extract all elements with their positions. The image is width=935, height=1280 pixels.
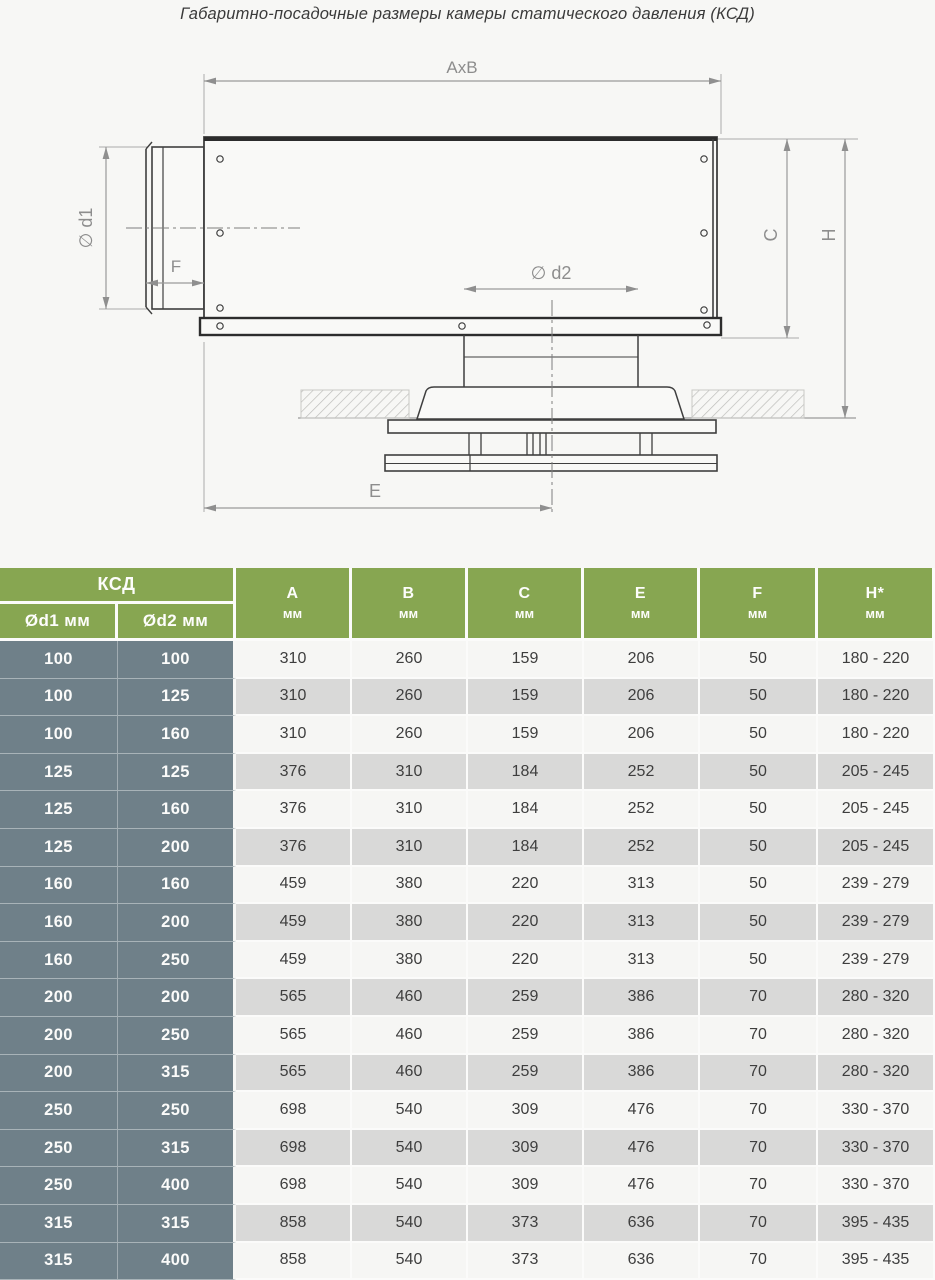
dimension-cell: 70 xyxy=(700,1092,818,1130)
diameter-cell: 315 xyxy=(118,1205,236,1243)
dimension-cell: 50 xyxy=(700,641,818,679)
diameter-cell: 250 xyxy=(118,1092,236,1130)
table-row xyxy=(0,679,935,717)
diameter-cell: 100 xyxy=(0,679,118,717)
dimension-cell: 858 xyxy=(236,1243,352,1280)
dimension-cell: 239 - 279 xyxy=(818,942,935,980)
dimension-cell: 50 xyxy=(700,867,818,905)
dimension-cell: 159 xyxy=(468,679,584,717)
dimension-cell: 373 xyxy=(468,1205,584,1243)
dimension-cell: 70 xyxy=(700,1130,818,1168)
label-e: E xyxy=(368,481,382,501)
table-row xyxy=(0,867,935,905)
chamber-body xyxy=(204,137,717,318)
dimension-cell: 259 xyxy=(468,1055,584,1093)
diffuser-dome xyxy=(417,387,684,419)
dimension-cell: 698 xyxy=(236,1130,352,1168)
column-header-d2: Ød2 мм xyxy=(118,604,236,641)
dimension-cell: 460 xyxy=(352,1055,468,1093)
table-row xyxy=(0,829,935,867)
dimension-cell: 858 xyxy=(236,1205,352,1243)
diameter-cell: 315 xyxy=(0,1243,118,1280)
table-row xyxy=(0,1205,935,1243)
dimension-cell: 280 - 320 xyxy=(818,979,935,1017)
label-d1: ∅ d1 xyxy=(76,207,96,249)
dimension-cell: 376 xyxy=(236,791,352,829)
diameter-cell: 200 xyxy=(118,979,236,1017)
dimension-cell: 330 - 370 xyxy=(818,1130,935,1168)
dimension-cell: 70 xyxy=(700,1017,818,1055)
dimension-cell: 50 xyxy=(700,904,818,942)
table-row xyxy=(0,904,935,942)
diameter-cell: 100 xyxy=(0,716,118,754)
table-group-header: КСД xyxy=(0,568,236,604)
dimension-cell: 280 - 320 xyxy=(818,1055,935,1093)
diameter-cell: 160 xyxy=(118,716,236,754)
outlet-collar xyxy=(464,335,638,387)
diameter-cell: 125 xyxy=(118,679,236,717)
diffuser-assembly xyxy=(385,335,717,471)
diameter-cell: 250 xyxy=(118,1017,236,1055)
dimension-cell: 540 xyxy=(352,1243,468,1280)
ceiling-hatch-right xyxy=(692,390,804,418)
dimension-cell: 70 xyxy=(700,1205,818,1243)
dimension-cell: 50 xyxy=(700,829,818,867)
dimension-cell: 239 - 279 xyxy=(818,867,935,905)
label-h: H xyxy=(819,228,839,242)
table-row xyxy=(0,979,935,1017)
diameter-cell: 160 xyxy=(0,904,118,942)
plenum-box xyxy=(146,137,721,335)
dimension-cell: 70 xyxy=(700,979,818,1017)
dimension-cell: 252 xyxy=(584,754,700,792)
diameter-cell: 200 xyxy=(118,829,236,867)
column-header-e: E мм xyxy=(584,568,700,641)
label-c: C xyxy=(761,228,781,242)
dimension-cell: 239 - 279 xyxy=(818,904,935,942)
dimension-cell: 259 xyxy=(468,979,584,1017)
dimension-cell: 330 - 370 xyxy=(818,1092,935,1130)
dimension-cell: 395 - 435 xyxy=(818,1243,935,1280)
diameter-cell: 200 xyxy=(0,979,118,1017)
diameter-cell: 315 xyxy=(0,1205,118,1243)
table-row xyxy=(0,1017,935,1055)
column-header-c: C мм xyxy=(468,568,584,641)
table-row xyxy=(0,1130,935,1168)
dimension-cell: 476 xyxy=(584,1092,700,1130)
diameter-cell: 100 xyxy=(0,641,118,679)
dimension-cell: 565 xyxy=(236,979,352,1017)
dimensions-table xyxy=(0,568,935,1280)
dimension-cell: 206 xyxy=(584,679,700,717)
diameter-cell: 125 xyxy=(0,754,118,792)
dimension-cell: 309 xyxy=(468,1092,584,1130)
diameter-cell: 160 xyxy=(118,791,236,829)
dimension-cell: 698 xyxy=(236,1092,352,1130)
dimension-cell: 50 xyxy=(700,791,818,829)
table-row xyxy=(0,754,935,792)
dimension-cell: 476 xyxy=(584,1130,700,1168)
dimension-cell: 476 xyxy=(584,1167,700,1205)
dimension-cell: 310 xyxy=(236,679,352,717)
dimension-cell: 159 xyxy=(468,641,584,679)
dimension-cell: 180 - 220 xyxy=(818,716,935,754)
dimension-cell: 460 xyxy=(352,979,468,1017)
dimension-cell: 50 xyxy=(700,716,818,754)
dimension-cell: 310 xyxy=(236,641,352,679)
dimension-cell: 70 xyxy=(700,1055,818,1093)
dimension-cell: 310 xyxy=(352,829,468,867)
dimension-cell: 540 xyxy=(352,1130,468,1168)
label-axb: AxB xyxy=(446,58,478,77)
dimension-cell: 565 xyxy=(236,1017,352,1055)
dimension-cell: 698 xyxy=(236,1167,352,1205)
label-d2: ∅ d2 xyxy=(530,263,572,283)
dimension-cell: 206 xyxy=(584,716,700,754)
dimension-cell: 386 xyxy=(584,1055,700,1093)
dimension-cell: 280 - 320 xyxy=(818,1017,935,1055)
dimension-cell: 205 - 245 xyxy=(818,754,935,792)
dimension-cell: 180 - 220 xyxy=(818,641,935,679)
column-header-a: A мм xyxy=(236,568,352,641)
dimension-cell: 220 xyxy=(468,904,584,942)
diameter-cell: 125 xyxy=(118,754,236,792)
dimension-cell: 636 xyxy=(584,1205,700,1243)
dimension-cell: 205 - 245 xyxy=(818,791,935,829)
dimension-cell: 184 xyxy=(468,829,584,867)
ceiling-hatch-left xyxy=(301,390,409,418)
diameter-cell: 200 xyxy=(0,1017,118,1055)
diameter-cell: 250 xyxy=(118,942,236,980)
dimension-cell: 376 xyxy=(236,829,352,867)
table-row xyxy=(0,641,935,679)
table-row xyxy=(0,1243,935,1280)
diameter-cell: 315 xyxy=(118,1130,236,1168)
diameter-cell: 125 xyxy=(0,791,118,829)
dimension-cell: 260 xyxy=(352,716,468,754)
dimension-cell: 540 xyxy=(352,1167,468,1205)
column-header-b: B мм xyxy=(352,568,468,641)
dimension-cell: 313 xyxy=(584,942,700,980)
dimension-cell: 459 xyxy=(236,867,352,905)
dimension-cell: 380 xyxy=(352,867,468,905)
dimension-cell: 50 xyxy=(700,754,818,792)
dimension-cell: 220 xyxy=(468,867,584,905)
dimension-cell: 540 xyxy=(352,1092,468,1130)
dimension-cell: 70 xyxy=(700,1243,818,1280)
technical-drawing xyxy=(0,28,935,560)
dimension-cell: 376 xyxy=(236,754,352,792)
diameter-cell: 160 xyxy=(0,867,118,905)
dimension-cell: 309 xyxy=(468,1167,584,1205)
dimension-cell: 373 xyxy=(468,1243,584,1280)
dimension-cell: 565 xyxy=(236,1055,352,1093)
dimension-cell: 310 xyxy=(352,791,468,829)
diameter-cell: 160 xyxy=(0,942,118,980)
dimension-cell: 309 xyxy=(468,1130,584,1168)
dimension-cell: 459 xyxy=(236,942,352,980)
dimension-cell: 70 xyxy=(700,1167,818,1205)
dimension-cell: 540 xyxy=(352,1205,468,1243)
diameter-cell: 250 xyxy=(0,1092,118,1130)
diameter-cell: 400 xyxy=(118,1167,236,1205)
dimension-cell: 459 xyxy=(236,904,352,942)
dimension-cell: 330 - 370 xyxy=(818,1167,935,1205)
column-header-h: H* мм xyxy=(818,568,935,641)
dimension-cell: 260 xyxy=(352,679,468,717)
dimension-cell: 50 xyxy=(700,679,818,717)
dimension-cell: 184 xyxy=(468,754,584,792)
diameter-cell: 125 xyxy=(0,829,118,867)
diameter-cell: 400 xyxy=(118,1243,236,1280)
dimension-cell: 50 xyxy=(700,942,818,980)
diameter-cell: 100 xyxy=(118,641,236,679)
dimension-cell: 159 xyxy=(468,716,584,754)
label-f: F xyxy=(170,257,182,276)
table-row xyxy=(0,1092,935,1130)
dimension-cell: 380 xyxy=(352,942,468,980)
dimension-cell: 259 xyxy=(468,1017,584,1055)
dimension-cell: 386 xyxy=(584,979,700,1017)
dimension-cell: 313 xyxy=(584,904,700,942)
diameter-cell: 250 xyxy=(0,1167,118,1205)
column-header-f: F мм xyxy=(700,568,818,641)
dimension-cell: 386 xyxy=(584,1017,700,1055)
table-body xyxy=(0,641,935,1280)
table-row xyxy=(0,1055,935,1093)
dimension-cell: 380 xyxy=(352,904,468,942)
dimension-cell: 252 xyxy=(584,829,700,867)
dimension-cell: 184 xyxy=(468,791,584,829)
table-row xyxy=(0,791,935,829)
table-row xyxy=(0,716,935,754)
diameter-cell: 250 xyxy=(0,1130,118,1168)
diameter-cell: 160 xyxy=(118,867,236,905)
dimension-cell: 310 xyxy=(352,754,468,792)
dimension-cell: 220 xyxy=(468,942,584,980)
diameter-cell: 315 xyxy=(118,1055,236,1093)
dimension-cell: 395 - 435 xyxy=(818,1205,935,1243)
dimension-cell: 205 - 245 xyxy=(818,829,935,867)
dimension-cell: 206 xyxy=(584,641,700,679)
diameter-cell: 200 xyxy=(118,904,236,942)
table-row xyxy=(0,942,935,980)
dimension-cell: 313 xyxy=(584,867,700,905)
table-row xyxy=(0,1167,935,1205)
dimension-cell: 180 - 220 xyxy=(818,679,935,717)
page-title: Габаритно-посадочные размеры камеры статического давления (КСД) xyxy=(180,5,755,23)
diameter-cell: 200 xyxy=(0,1055,118,1093)
dimension-cell: 460 xyxy=(352,1017,468,1055)
column-header-d1: Ød1 мм xyxy=(0,604,118,641)
dimension-cell: 636 xyxy=(584,1243,700,1280)
dimension-cell: 252 xyxy=(584,791,700,829)
dimension-cell: 310 xyxy=(236,716,352,754)
dimension-cell: 260 xyxy=(352,641,468,679)
diffuser-struts xyxy=(469,433,652,455)
